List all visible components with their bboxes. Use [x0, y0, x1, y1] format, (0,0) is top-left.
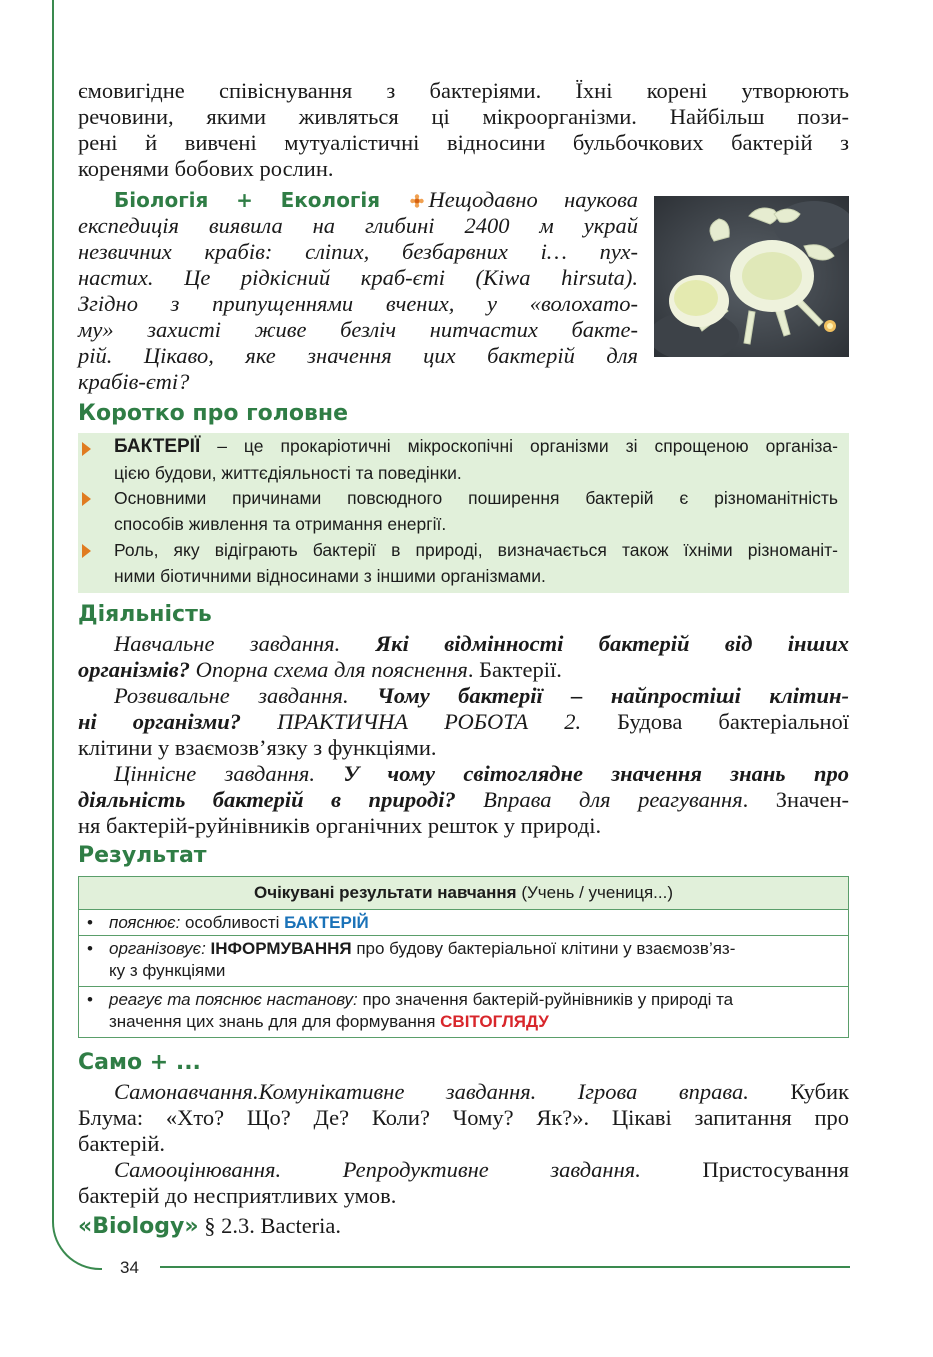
task-type: Репродуктивне завдання.	[342, 1157, 641, 1182]
task-topic: . Бактерії.	[467, 657, 562, 682]
bullet-dot-icon: •	[87, 990, 93, 1009]
result-verb: організовує:	[109, 939, 206, 958]
result-highlight: СВІТОГЛЯДУ	[440, 1012, 549, 1031]
result-text: про будову бактеріальної клітини у взаємозв’яз-	[351, 939, 736, 958]
task-question: діяльність бактерій в природі?	[78, 787, 456, 812]
page-number: 34	[120, 1258, 139, 1277]
result-verb: пояснює:	[109, 913, 181, 932]
table-header-row	[79, 877, 849, 910]
self-heading: Само + ...	[78, 1050, 201, 1075]
table-row	[79, 910, 849, 936]
summary-text: ними біотичними відносинами з іншими організмами.	[114, 566, 546, 586]
task-question: Які відмінності бактерій від інших	[375, 631, 850, 656]
task-topic: бактерій.	[78, 1131, 166, 1156]
task-question: ні організми?	[78, 709, 241, 734]
intro-line: ємовигідне співіснування з бактеріями. Їхні корені утворюють	[78, 78, 849, 103]
summary-text: цією будови, життєдіяльності та поведінки.	[114, 463, 462, 483]
results-table	[78, 876, 849, 1038]
bio-eco-paragraph	[78, 187, 638, 395]
summary-text: Основними причинами повсюдного поширення бактерій є різноманітність	[114, 488, 838, 508]
summary-item	[114, 433, 838, 486]
bio-eco-line: му» захисті живе безліч нитчастих бакте-	[78, 317, 638, 342]
task-topic: бактерій до несприятливих умов.	[78, 1183, 397, 1208]
arrow-bullet-icon	[82, 492, 91, 506]
intro-line: речовини, якими живляться ці мікроорганізми. Найбільш пози-	[78, 104, 849, 129]
activity-paragraphs	[78, 631, 849, 839]
result-text: про значення бактерій-руйнівників у природі та	[357, 990, 734, 1009]
result-text: особливості	[180, 913, 285, 932]
bio-eco-line: рій. Цікаво, яке значення цих бактерій для	[78, 343, 638, 368]
task-type: Самонавчання.	[114, 1079, 259, 1104]
bio-eco-line: незвичних крабів: сліпих, безбарвних і… пух-	[78, 239, 638, 264]
footer-rule	[160, 1266, 850, 1268]
activity-heading: Діяльність	[78, 602, 212, 627]
bullet-dot-icon: •	[87, 939, 93, 958]
task-topic: Блума: «Хто? Що? Де? Коли? Чому? Як?». Цікаві запитання про	[78, 1105, 849, 1130]
summary-term: БАКТЕРІЇ	[114, 436, 201, 457]
flower-icon	[410, 194, 424, 208]
task-topic: клітини у взаємозв’язку з функціями.	[78, 735, 437, 760]
task-type: Комунікативне завдання.	[258, 1079, 537, 1104]
self-paragraphs	[78, 1079, 849, 1209]
bullet-dot-icon: •	[87, 913, 93, 932]
table-row	[79, 987, 849, 1038]
intro-paragraph	[78, 78, 849, 182]
bio-eco-line: експедиція виявила на глибині 2400 м украй	[78, 213, 638, 238]
result-verb: реагує та пояснює настанову:	[109, 990, 358, 1009]
task-topic: Пристосування	[702, 1157, 850, 1182]
arrow-bullet-icon	[82, 442, 91, 456]
summary-box	[78, 433, 849, 593]
task-method: Вправа для реагування	[483, 787, 743, 812]
biology-ref-label: «Biology»	[78, 1214, 199, 1239]
biology-reference	[78, 1213, 849, 1240]
task-type: Розвивальне завдання.	[114, 683, 349, 708]
bio-eco-line: Згідно з припущеннями вчених, у «волохато-	[78, 291, 638, 316]
task-method: Опорна схема для пояснення	[195, 657, 468, 682]
yeti-crab-photo	[654, 196, 849, 357]
task-topic: Будова бактеріальної	[617, 709, 850, 734]
bio-eco-line: крабів-єті?	[78, 369, 190, 394]
task-type: Ціннісне завдання.	[114, 761, 315, 786]
result-highlight: БАКТЕРІЙ	[284, 913, 369, 932]
intro-line: коренями бобових рослин.	[78, 156, 334, 181]
summary-heading: Коротко про головне	[78, 401, 349, 426]
practical-work: ПРАКТИЧНА РОБОТА 2.	[277, 709, 582, 734]
table-row	[79, 936, 849, 987]
summary-text: Роль, яку відіграють бактерії в природі, визначається також їхніми різноманіт-	[114, 540, 838, 560]
bio-eco-label: Біологія + Екологія	[114, 188, 381, 212]
result-bold: ІНФОРМУВАННЯ	[210, 939, 352, 958]
intro-line: рені й вивчені мутуалістичні відносини бульбочкових бактерій з	[78, 130, 849, 155]
result-text: значення цих знань для для формування	[109, 1012, 441, 1031]
task-question: Чому бактерії – найпростіші клітин-	[377, 683, 850, 708]
task-topic: ня бактерій-руйнівників органічних решток у природі.	[78, 813, 602, 838]
bio-eco-first-line: Нещодавно наукова	[428, 187, 638, 212]
summary-text: способів живлення та отримання енергії.	[114, 514, 447, 534]
task-topic: . Значен-	[742, 787, 849, 812]
table-header-bold: Очікувані результати навчання	[253, 883, 517, 902]
summary-text: – це прокаріотичні мікроскопічні організми зі спрощеною організа-	[200, 436, 838, 456]
task-question: організмів?	[78, 657, 190, 682]
task-type: Самооцінювання.	[114, 1157, 282, 1182]
biology-ref-text: § 2.3. Bacteria.	[198, 1213, 342, 1238]
bio-eco-line: настих. Це рідкісний краб-єті (Kiwa hirsuta).	[78, 265, 638, 290]
task-question: У чому світоглядне значення знань про	[343, 761, 849, 786]
result-text: ку з функціями	[109, 961, 226, 980]
arrow-bullet-icon	[82, 544, 91, 558]
table-header-rest: (Учень / учениця...)	[516, 883, 673, 902]
task-method: Ігрова вправа.	[577, 1079, 749, 1104]
summary-item	[114, 485, 838, 537]
summary-item	[114, 537, 838, 589]
task-topic: Кубик	[790, 1079, 850, 1104]
result-heading: Результат	[78, 843, 207, 868]
task-type: Навчальне завдання.	[114, 631, 341, 656]
